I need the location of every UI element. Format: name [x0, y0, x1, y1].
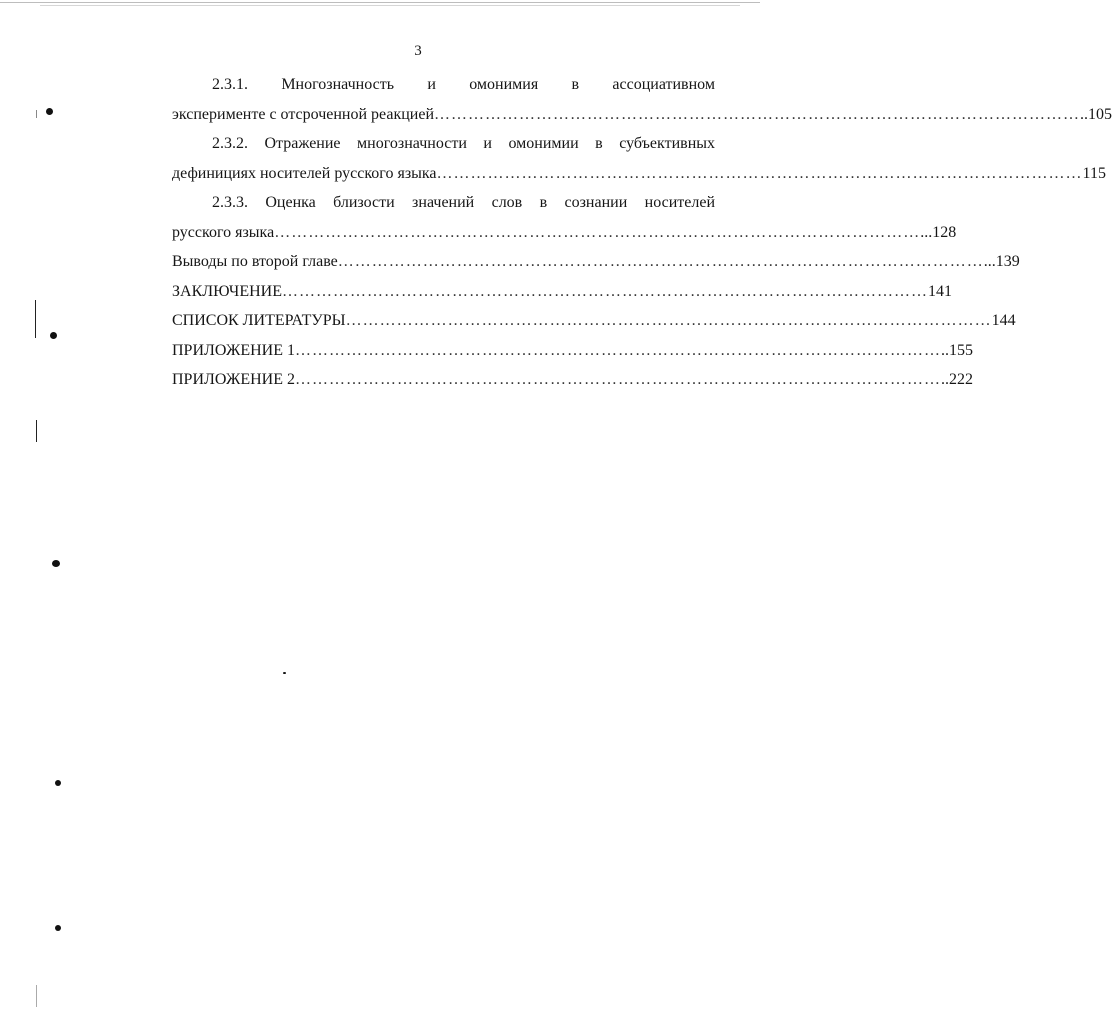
dot-leader: ……………………………………………………………………………………………………	[434, 105, 1081, 123]
dot-leader: ……………………………………………………………………………………………………	[274, 223, 921, 241]
toc-entry-title: эксперименте с отсроченной реакцией	[172, 105, 435, 123]
toc-entry-appendix-2[interactable]	[172, 365, 974, 395]
scan-hole-mark	[52, 560, 60, 567]
toc-entry-page: 141	[927, 282, 952, 300]
dot-leader: ……………………………………………………………………………………………………	[337, 253, 984, 270]
dot-leader: ……………………………………………………………………………………………………	[295, 341, 942, 359]
toc-entry-title: русского языка	[172, 223, 275, 241]
scan-hole-mark	[55, 780, 61, 786]
toc-entry-page: ..222	[941, 371, 974, 388]
scan-edge-streak	[36, 110, 37, 118]
toc-entry-2-3-1-line1: 2.3.1. Многозначность и омонимия в ассоциативном	[212, 76, 715, 93]
toc-entry-2-3-2-line2[interactable]	[172, 159, 1106, 189]
toc-entry-appendix-1[interactable]	[172, 336, 974, 366]
scan-edge-streak	[36, 985, 37, 1007]
toc-entry-page: ..155	[941, 341, 974, 359]
scan-hole-mark	[46, 108, 53, 115]
scan-edge-streak	[36, 420, 37, 442]
toc-entry-page: ...128	[920, 223, 957, 241]
toc-entry-chapter2-conclusions[interactable]	[172, 247, 1020, 277]
toc-entry-references[interactable]	[172, 306, 1016, 336]
toc-entry-title: дефинициях носителей русского языка	[172, 164, 437, 182]
scan-top-edge	[0, 2, 760, 3]
toc-entry-title: СПИСОК ЛИТЕРАТУРЫ	[172, 312, 346, 329]
scan-dust	[283, 672, 286, 674]
dot-leader: ……………………………………………………………………………………………………	[345, 312, 992, 329]
toc-entry-title: ПРИЛОЖЕНИЕ 1	[172, 341, 296, 359]
toc-entry-page: 115	[1082, 164, 1106, 182]
toc-entry-2-3-1-line2[interactable]	[172, 100, 1112, 130]
toc-entry-page: ...139	[983, 253, 1020, 270]
toc-entry-2-3-2-line1: 2.3.2. Отражение многозначности и омонимии в субъективных	[212, 135, 715, 152]
scan-top-edge-shadow	[40, 5, 740, 6]
scan-edge-streak	[35, 300, 36, 338]
toc-entry-2-3-3-line1: 2.3.3. Оценка близости значений слов в сознании носителей	[212, 194, 715, 211]
toc-entry-title: ПРИЛОЖЕНИЕ 2	[172, 371, 296, 388]
table-of-contents	[172, 70, 1112, 395]
dot-leader: ……………………………………………………………………………………………………	[436, 164, 1083, 182]
toc-entry-title: Выводы по второй главе	[172, 253, 338, 270]
dot-leader: ……………………………………………………………………………………………………	[281, 282, 928, 300]
dot-leader: ……………………………………………………………………………………………………	[295, 371, 942, 388]
toc-entry-title: ЗАКЛЮЧЕНИЕ	[172, 282, 282, 300]
scan-hole-mark	[50, 332, 57, 339]
page-number: 3	[414, 43, 422, 59]
toc-entry-2-3-3-line2[interactable]	[172, 218, 957, 248]
toc-entry-page: ..105	[1080, 105, 1112, 123]
toc-entry-conclusion[interactable]	[172, 277, 952, 307]
scan-hole-mark	[55, 925, 61, 931]
toc-entry-page: 144	[991, 312, 1016, 329]
